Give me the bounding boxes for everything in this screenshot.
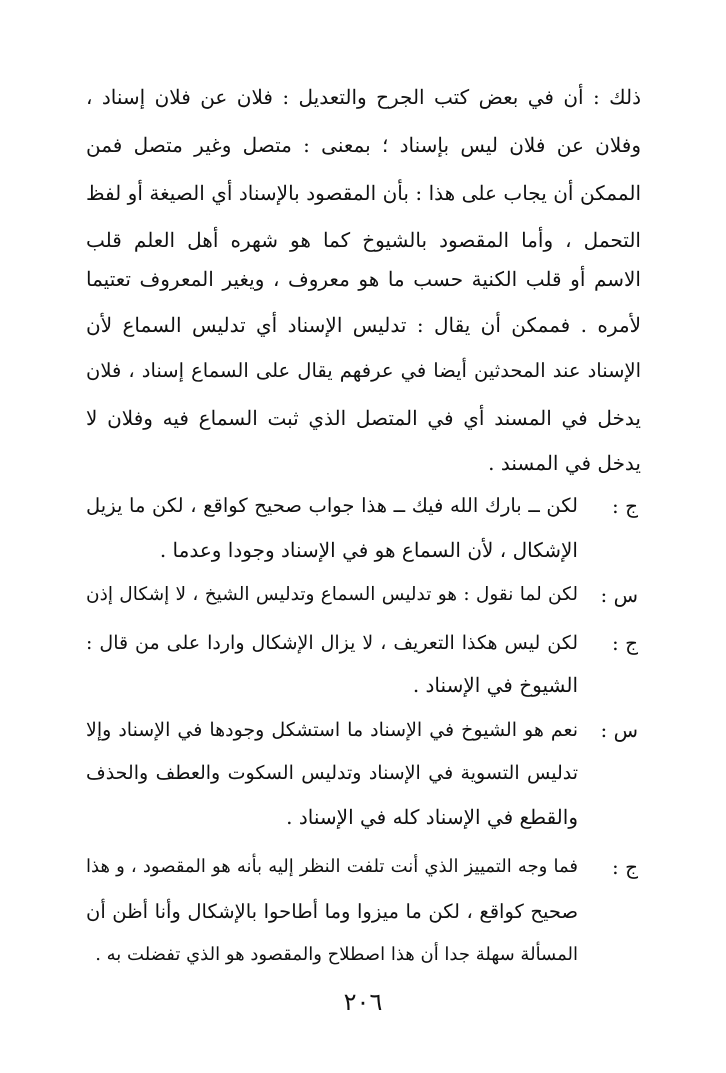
qa-line: لكن ــ بارك الله فيك ــ هذا جواب صحيح كواقع ، لكن ما يزيل (86, 494, 578, 517)
qa-line: فما وجه التمييز الذي أنت تلفت النظر إليه بأنه هو المقصود ، و هذا (86, 856, 578, 877)
qa-line: الإشكال ، لأن السماع هو في الإسناد وجودا وعدما . (159, 538, 578, 562)
qa-line: تدليس التسوية في الإسناد وتدليس السكوت والعطف والحذف (86, 762, 578, 784)
intro-line-5: الاسم أو قلب الكنية حسب ما هو معروف ، ويغير المعروف تعتيما (86, 267, 641, 291)
intro-line-6: لأمره . فممكن أن يقال : تدليس الإسناد أي تدليس السماع لأن (86, 313, 641, 337)
intro-line-9: يدخل في المسند . (488, 451, 641, 475)
qa-line: الشيوخ في الإسناد . (412, 673, 578, 697)
qa-line: والقطع في الإسناد كله في الإسناد . (286, 805, 578, 829)
answer-marker: ج : (611, 855, 638, 879)
question-marker: س : (600, 583, 638, 607)
intro-line-1: ذلك : أن في بعض كتب الجرح والتعديل : فلان عن فلان إسناد ، (86, 85, 641, 109)
qa-line: المسألة سهلة جدا أن هذا اصطلاح والمقصود هو الذي تفضلت به . (95, 944, 578, 965)
intro-line-7: الإسناد عند المحدثين أيضا في عرفهم يقال على السماع إسناد ، فلان (86, 359, 641, 382)
question-marker: س : (600, 718, 638, 742)
qa-line: لكن لما نقول : هو تدليس السماع وتدليس الشيخ ، لا إشكال إذن (86, 584, 578, 605)
intro-line-3: الممكن أن يجاب على هذا : بأن المقصود بالإسناد أي الصيغة أو لفظ (86, 181, 641, 205)
qa-line: نعم هو الشيوخ في الإسناد ما استشكل وجودها في الإسناد وإلا (86, 719, 578, 741)
intro-line-2: وفلان عن فلان ليس بإسناد ؛ بمعنى : متصل وغير متصل فمن (86, 133, 641, 157)
qa-line: لكن ليس هكذا التعريف ، لا يزال الإشكال واردا على من قال : (86, 632, 578, 654)
answer-marker: ج : (611, 494, 638, 518)
intro-line-4: التحمل ، وأما المقصود بالشيوخ كما هو شهره أهل العلم قلب (86, 228, 641, 252)
page-number: ٢٠٦ (343, 988, 383, 1016)
answer-marker: ج : (611, 631, 638, 655)
qa-line: صحيح كواقع ، لكن ما ميزوا وما أطاحوا بالإشكال وأنا أظن أن (86, 900, 578, 923)
intro-line-8: يدخل في المسند أي في المتصل الذي ثبت السماع فيه وفلان لا (86, 406, 641, 430)
